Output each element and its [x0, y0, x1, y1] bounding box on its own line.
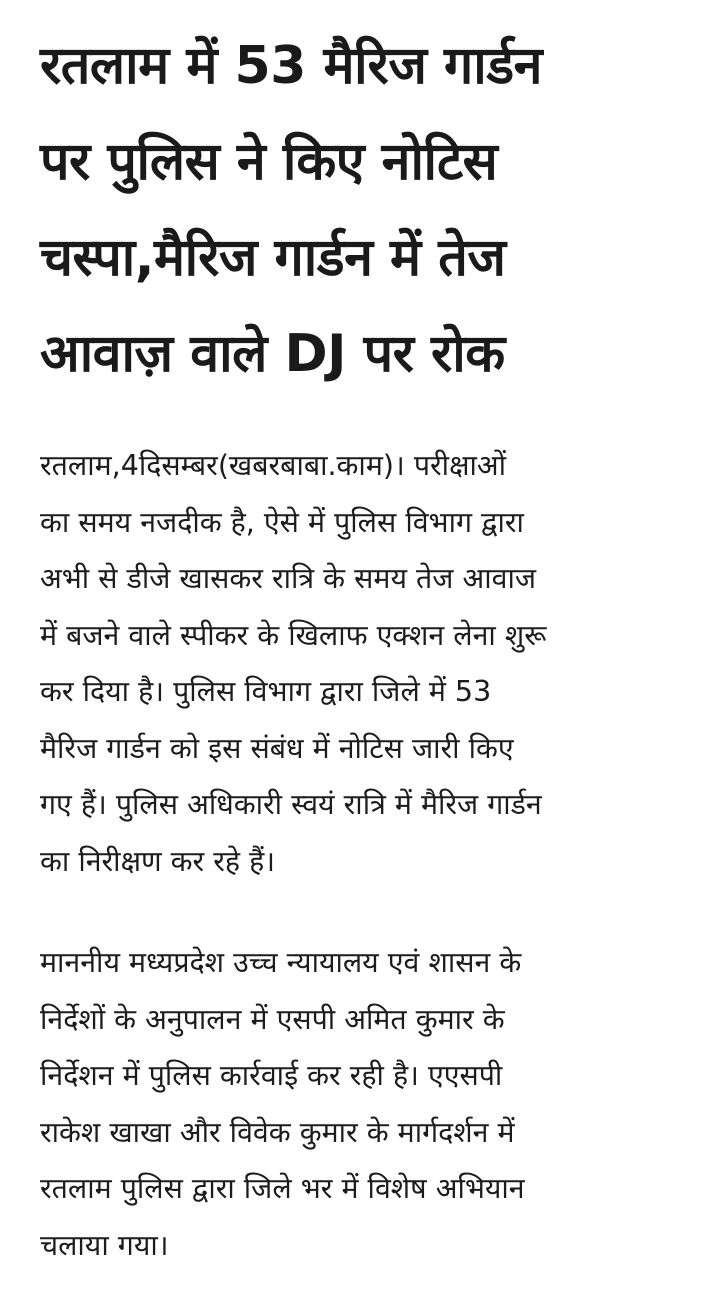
article-paragraph-2: माननीय मध्यप्रदेश उच्च न्यायालय एवं शासन के निर्देशों के अनुपालन में एसपी अमित कुमार के निर्देशन में पुलिस कार्रवाई कर रही है। एएसपी राकेश खाखा और विवेक कुमार के मार्गदर्शन में रतलाम पुलिस द्वारा जिले भर में विशेष अभियान चलाया गया। — [40, 946, 525, 1262]
article-headline: रतलाम में 53 मैरिज गार्डन पर पुलिस ने किए नोटिस चस्पा,मैरिज गार्डन में तेज आवाज़ वाले DJ पर रोक — [40, 36, 542, 384]
article-paragraph-1: रतलाम,4दिसम्बर(खबरबाबा.काम)। परीक्षाओं का समय नजदीक है, ऐसे में पुलिस विभाग द्वारा अभी से डीजे खासकर रात्रि के समय तेज आवाज में बजने वाले स्पीकर के खिलाफ एक्शन लेना शुरू कर दिया है। पुलिस विभाग द्वारा जिले में 53 मैरिज गार्डन को इस संबंध में नोटिस जारी किए गए हैं। पुलिस अधिकारी स्वयं रात्रि में मैरिज गार्डन का निरीक्षण कर रहे हैं। — [40, 449, 547, 878]
